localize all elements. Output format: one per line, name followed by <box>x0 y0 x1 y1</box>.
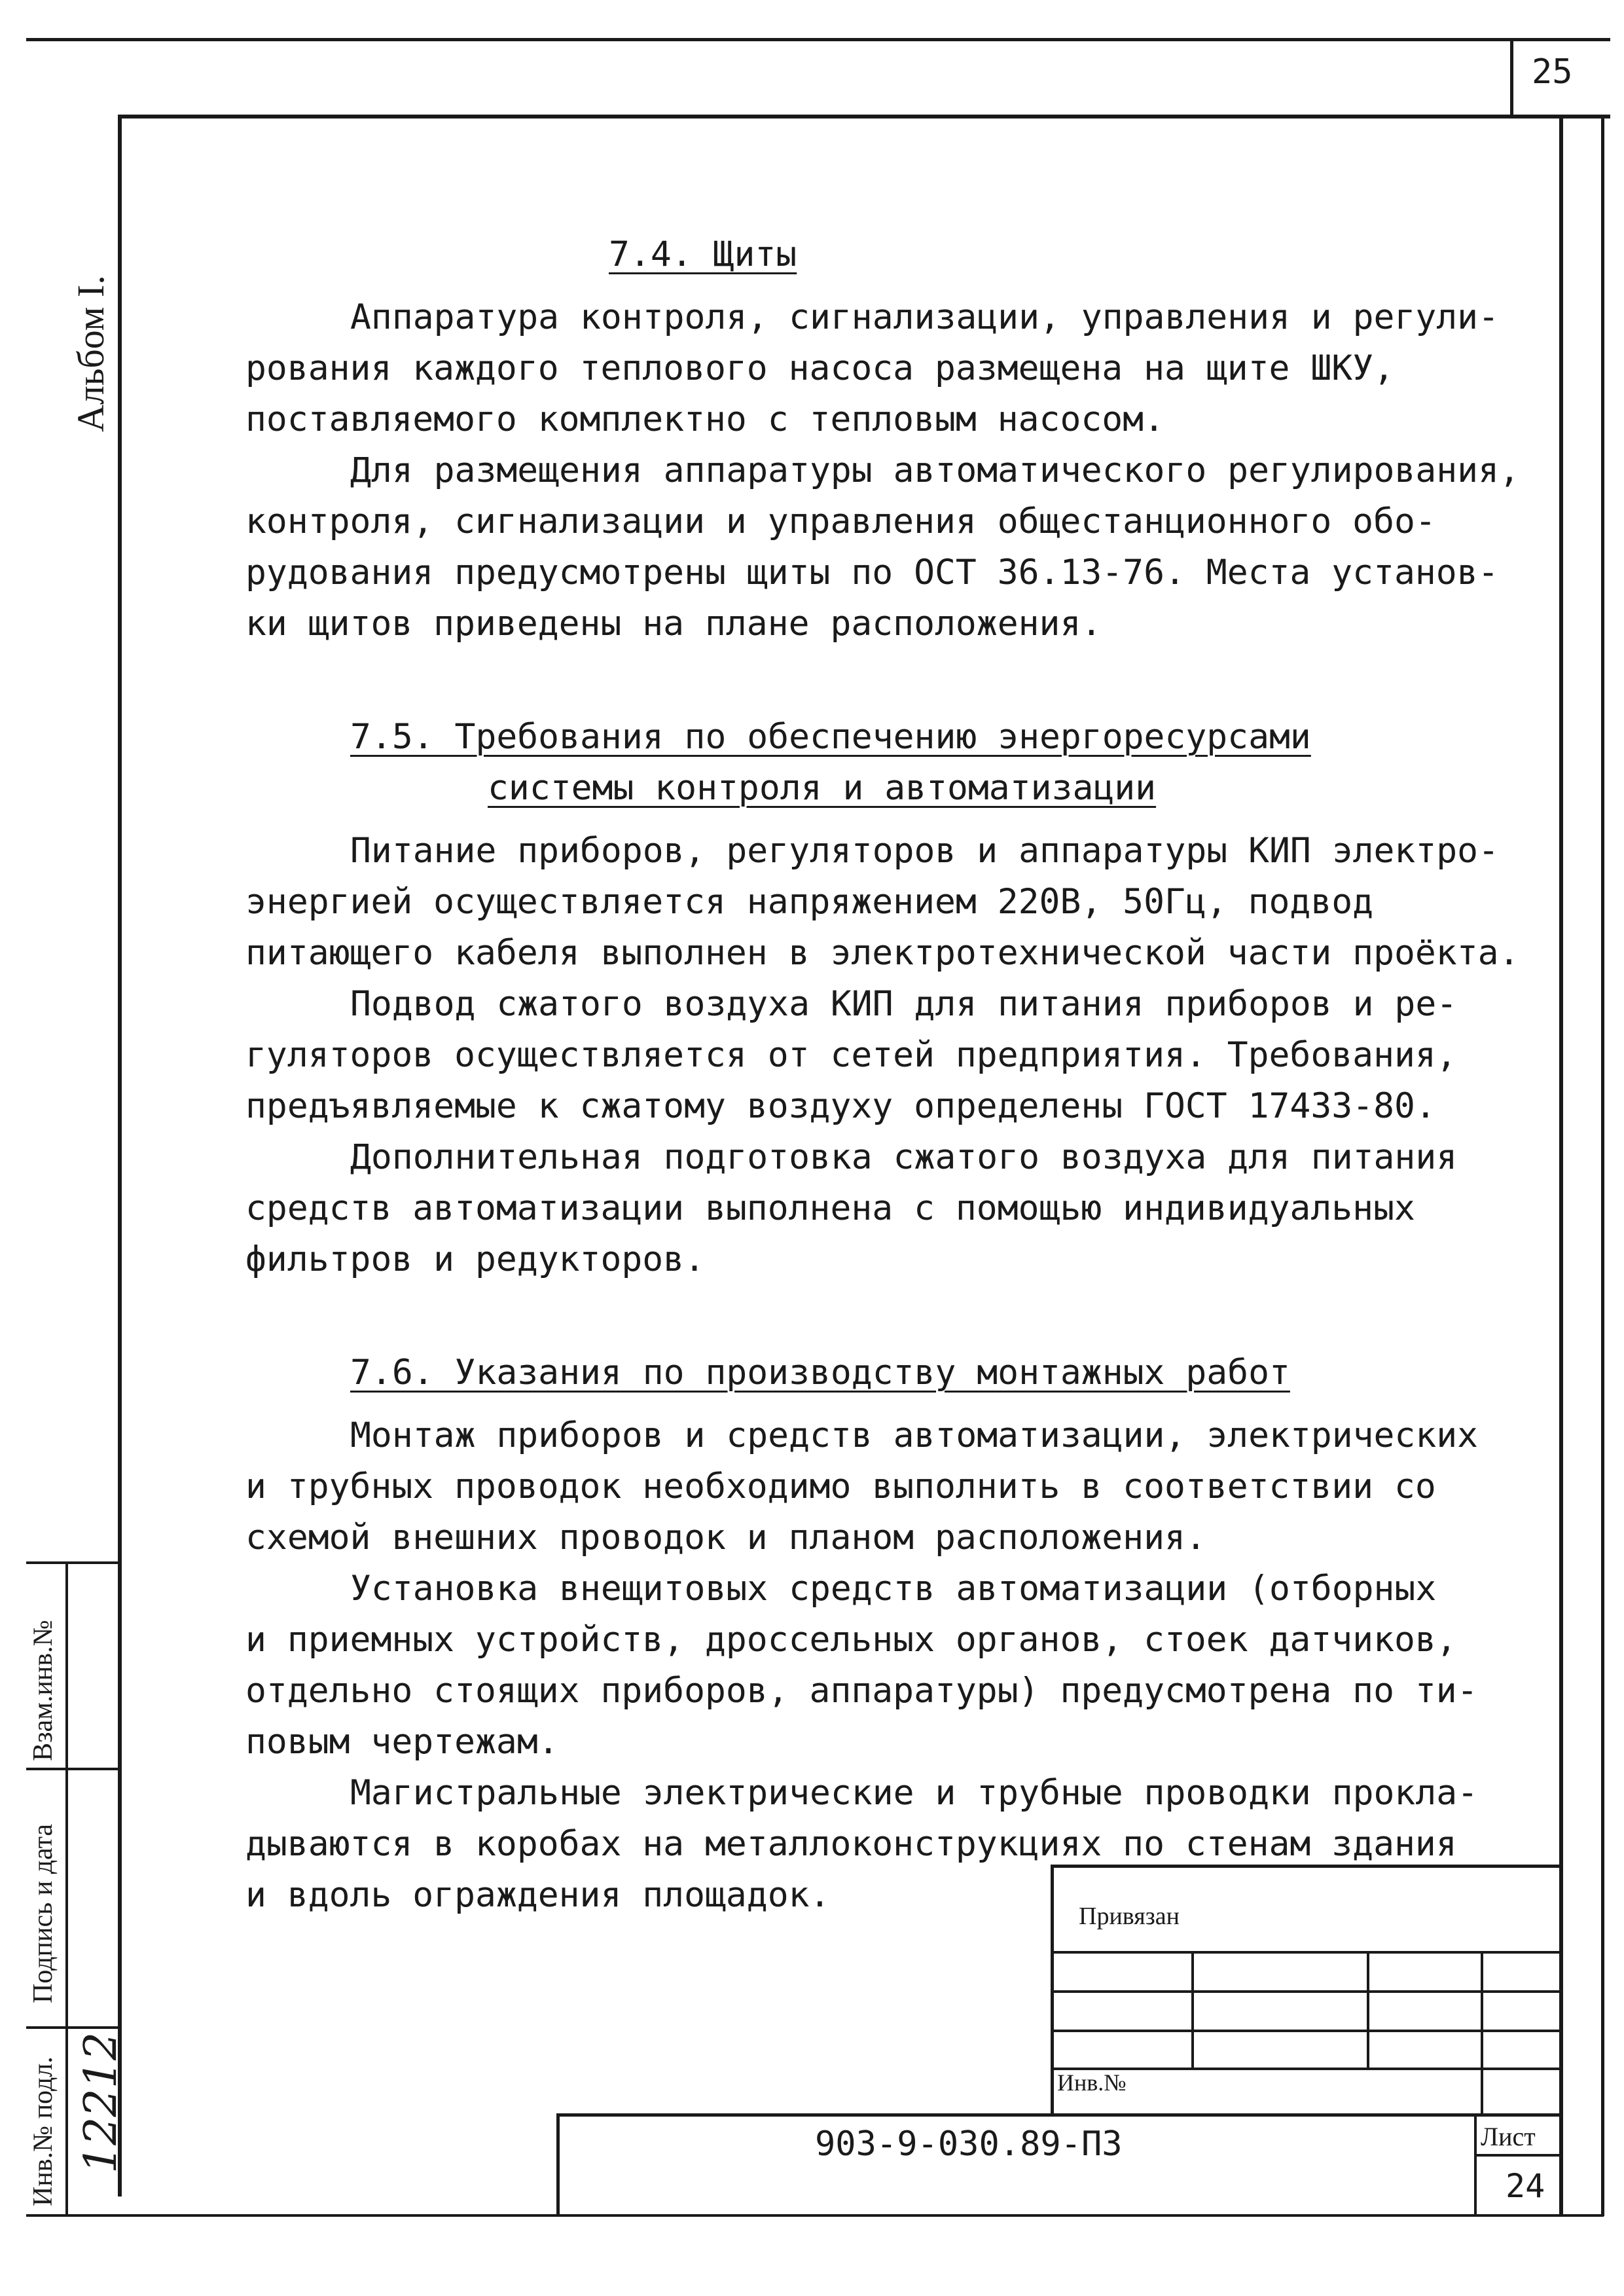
paragraph-line: питающего кабеля выполнен в электротехнической части проёкта. <box>245 933 1520 973</box>
paragraph-line: Дополнительная подготовка сжатого воздуха для питания <box>350 1137 1458 1177</box>
paragraph-line: дываются в коробах на металлоконструкциях по стенам здания <box>245 1824 1457 1864</box>
section-title: 7.4. Щиты <box>609 234 797 274</box>
section-title-line2: системы контроля и автоматизации <box>488 768 1157 808</box>
document-code: 903-9-030.89-ПЗ <box>815 2124 1123 2164</box>
top-border-line <box>26 38 1610 41</box>
page-number: 25 <box>1532 52 1573 92</box>
paragraph-line: ки щитов приведены на плане расположения. <box>245 604 1102 644</box>
paragraph-line: Для размещения аппаратуры автоматического регулирования, <box>350 450 1520 490</box>
inv-label: Инв.№ <box>1057 2069 1127 2096</box>
paragraph-line: средств автоматизации выполнена с помощью индивидуальных <box>245 1188 1415 1228</box>
paragraph-line: рудования предусмотрены щиты по ОСТ 36.13-76. Места установ- <box>245 553 1499 592</box>
paragraph-line: контроля, сигнализации и управления общестанционного обо- <box>245 501 1436 541</box>
replace-inv-label: Взам.инв.№ <box>28 1620 58 1761</box>
paragraph-line: Магистральные электрические и трубные проводки прокла- <box>350 1773 1479 1813</box>
paragraph-line: повым чертежам. <box>245 1722 559 1762</box>
paragraph-line: Монтаж приборов и средств автоматизации, электрических <box>350 1415 1479 1455</box>
paragraph-line: Питание приборов, регуляторов и аппаратуры КИП электро- <box>350 831 1499 871</box>
frame-left-line <box>118 115 122 2196</box>
sheet-label: Лист <box>1481 2122 1536 2151</box>
outer-right-line <box>1601 115 1604 2216</box>
paragraph-line: фильтров и редукторов. <box>245 1239 705 1279</box>
inv-handwritten-value: 12212 <box>75 2032 127 2174</box>
section-title: 7.6. Указания по производству монтажных работ <box>350 1353 1290 1393</box>
paragraph-line: Подвод сжатого воздуха КИП для питания приборов и ре- <box>350 984 1458 1024</box>
paragraph-line: схемой внешних проводок и планом расположения. <box>245 1518 1206 1558</box>
paragraph-line: энергией осуществляется напряжением 220В, 50Гц, подвод <box>245 882 1374 922</box>
inv-no-orig-label: Инв.№ подл. <box>28 2056 58 2206</box>
album-label: Альбом I. <box>69 275 112 432</box>
bound-label: Привязан <box>1079 1903 1180 1930</box>
frame-top-line <box>118 115 1610 118</box>
frame-right-line <box>1559 115 1563 2216</box>
section-7-4 <box>245 229 1520 649</box>
paragraph-line: рования каждого теплового насоса размещена на щите ШКУ, <box>245 348 1394 388</box>
paragraph-line: отдельно стоящих приборов, аппаратуры) предусмотрена по ти- <box>245 1671 1478 1711</box>
section-7-6 <box>245 1347 1479 1921</box>
paragraph-line: гуляторов осуществляется от сетей предприятия. Требования, <box>245 1035 1457 1075</box>
paragraph-line: Установка внещитовых средств автоматизации (отборных <box>350 1569 1437 1609</box>
paragraph-line: поставляемого комплектно с тепловым насосом. <box>245 399 1164 439</box>
paragraph-line: предъявляемые к сжатому воздуху определены ГОСТ 17433-80. <box>245 1086 1436 1126</box>
paragraph-line: Аппаратура контроля, сигнализации, управления и регули- <box>350 297 1499 337</box>
document-body <box>245 229 1520 1921</box>
paragraph-line: и трубных проводок необходимо выполнить в соответствии со <box>245 1467 1436 1506</box>
sheet-value: 24 <box>1506 2167 1545 2205</box>
paragraph-line: и приемных устройств, дроссельных органов, стоек датчиков, <box>245 1620 1457 1660</box>
frame-bottom-line <box>26 2214 1604 2217</box>
section-title: 7.5. Требования по обеспечению энергоресурсами <box>350 717 1311 757</box>
paragraph-line: и вдоль ограждения площадок. <box>245 1875 831 1915</box>
section-7-5 <box>245 712 1520 1285</box>
page-number-box-left <box>1510 38 1513 117</box>
signature-date-label: Подпись и дата <box>28 1823 58 2003</box>
